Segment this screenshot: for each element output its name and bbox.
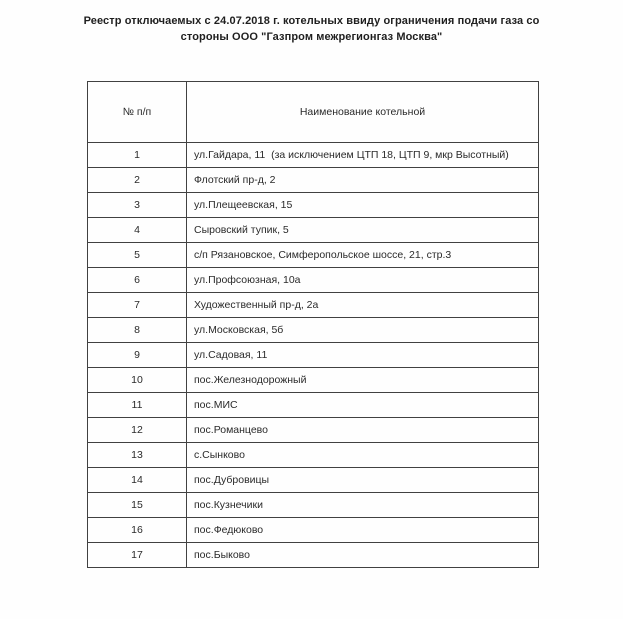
- boiler-name-cell: Сыровский тупик, 5: [187, 218, 539, 243]
- row-number-cell: 13: [88, 443, 187, 468]
- boiler-name-cell: пос.Дубровицы: [187, 468, 539, 493]
- table-header-row: [88, 82, 539, 143]
- column-header-boiler-name: Наименование котельной: [187, 82, 539, 143]
- table-row: [88, 218, 539, 243]
- document-title: [0, 13, 623, 45]
- boiler-name-cell: пос.Федюково: [187, 518, 539, 543]
- row-number-cell: 10: [88, 368, 187, 393]
- row-number-cell: 15: [88, 493, 187, 518]
- row-number-cell: 11: [88, 393, 187, 418]
- row-number-cell: 3: [88, 193, 187, 218]
- boiler-name-cell: пос.МИС: [187, 393, 539, 418]
- table-row: [88, 518, 539, 543]
- row-number-cell: 1: [88, 143, 187, 168]
- boiler-name-cell: пос.Железнодорожный: [187, 368, 539, 393]
- row-number-cell: 16: [88, 518, 187, 543]
- table-row: [88, 193, 539, 218]
- table-row: [88, 293, 539, 318]
- table-row: [88, 168, 539, 193]
- boiler-name-cell: ул.Гайдара, 11 (за исключением ЦТП 18, ЦТП 9, мкр Высотный): [187, 143, 539, 168]
- boiler-name-cell: пос.Романцево: [187, 418, 539, 443]
- table-row: [88, 243, 539, 268]
- table-row: [88, 318, 539, 343]
- row-number-cell: 5: [88, 243, 187, 268]
- row-number-cell: 9: [88, 343, 187, 368]
- boiler-name-cell: Флотский пр-д, 2: [187, 168, 539, 193]
- table-row: [88, 143, 539, 168]
- row-number-cell: 7: [88, 293, 187, 318]
- boiler-name-cell: ул.Профсоюзная, 10а: [187, 268, 539, 293]
- table-body: [88, 143, 539, 568]
- boiler-name-cell: Художественный пр-д, 2а: [187, 293, 539, 318]
- boiler-name-cell: пос.Быково: [187, 543, 539, 568]
- table-row: [88, 443, 539, 468]
- title-line-1: Реестр отключаемых с 24.07.2018 г. котельных ввиду ограничения подачи газа со: [83, 15, 540, 27]
- title-line-2: стороны ООО "Газпром межрегионгаз Москва": [180, 31, 443, 43]
- row-number-cell: 8: [88, 318, 187, 343]
- table-row: [88, 368, 539, 393]
- table-row: [88, 543, 539, 568]
- column-header-number: № п/п: [88, 82, 187, 143]
- boiler-registry-table: [87, 81, 539, 568]
- table-row: [88, 343, 539, 368]
- boiler-name-cell: пос.Кузнечики: [187, 493, 539, 518]
- row-number-cell: 6: [88, 268, 187, 293]
- table-row: [88, 493, 539, 518]
- row-number-cell: 12: [88, 418, 187, 443]
- row-number-cell: 2: [88, 168, 187, 193]
- row-number-cell: 14: [88, 468, 187, 493]
- table-row: [88, 468, 539, 493]
- boiler-name-cell: ул.Московская, 5б: [187, 318, 539, 343]
- table-row: [88, 418, 539, 443]
- boiler-name-cell: ул.Плещеевская, 15: [187, 193, 539, 218]
- boiler-name-cell: с/п Рязановское, Симферопольское шоссе, 21, стр.3: [187, 243, 539, 268]
- row-number-cell: 4: [88, 218, 187, 243]
- table-row: [88, 393, 539, 418]
- boiler-name-cell: с.Сынково: [187, 443, 539, 468]
- boiler-name-cell: ул.Садовая, 11: [187, 343, 539, 368]
- row-number-cell: 17: [88, 543, 187, 568]
- table-row: [88, 268, 539, 293]
